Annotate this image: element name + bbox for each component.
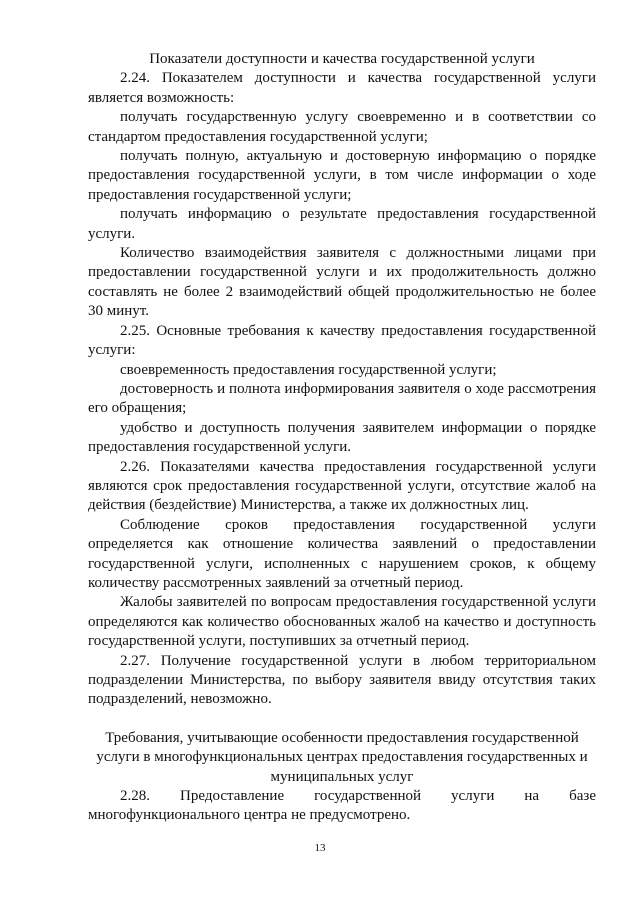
paragraph: достоверность и полнота информирования заявителя о ходе рассмотрения его обращения; bbox=[88, 380, 596, 417]
paragraph: своевременность предоставления государственной услуги; bbox=[120, 361, 497, 378]
section-heading-accessibility: Показатели доступности и качества государственной услуги bbox=[149, 51, 535, 67]
paragraph: удобство и доступность получения заявителем информации о порядке предоставления государственной услуги. bbox=[88, 419, 596, 456]
page-number: 13 bbox=[314, 842, 326, 854]
paragraph: 2.24. Показателем доступности и качества государственной услуги является возможность: bbox=[88, 70, 596, 106]
paragraph: получать государственную услугу своевременно и в соответствии со стандартом предоставления государственной услуги; bbox=[88, 109, 596, 145]
paragraph: Количество взаимодействия заявителя с должностными лицами при предоставлении государственной услуги и их продолжительность должно составлять не более 2 взаимодействий общей продолжительностью не более 30 минут. bbox=[88, 245, 596, 320]
paragraph: получать информацию о результате предоставления государственной услуги. bbox=[88, 206, 596, 242]
paragraph: 2.25. Основные требования к качеству предоставления государственной услуги: bbox=[88, 322, 596, 359]
paragraph: Соблюдение сроков предоставления государственной услуги определяется как отношение количества заявлений о предоставлении государственной услуги, исполненных с нарушением сроков, к общему количеству рассмотренных заявлений за отчетный период. bbox=[88, 516, 596, 591]
paragraph: 2.28. Предоставление государственной услуги на базе многофункционального центра не предусмотрено. bbox=[88, 788, 596, 824]
spacer bbox=[88, 710, 596, 729]
paragraph: 2.26. Показателями качества предоставления государственной услуги являются срок предоставления государственной услуги, отсутствие жалоб на действия (бездействие) Министерства, а также их должностных лиц. bbox=[88, 458, 596, 514]
document-page bbox=[88, 50, 596, 826]
paragraph: 2.27. Получение государственной услуги в любом территориальном подразделении Министерства, по выбору заявителя ввиду отсутствия таких подразделений, невозможно. bbox=[88, 652, 596, 708]
paragraph: Жалобы заявителей по вопросам предоставления государственной услуги определяются как количество обоснованных жалоб на качество и доступность государственной услуги, поступивших за отчетный период. bbox=[88, 594, 596, 650]
section-heading-mfc: Требования, учитывающие особенности предоставления государственной услуги в многофункциональных центрах предоставления государственных и муниципальных услуг bbox=[96, 729, 588, 785]
paragraph: получать полную, актуальную и достоверную информацию о порядке предоставления государственной услуги, в том числе информации о ходе предоставления государственной услуги; bbox=[88, 148, 596, 203]
